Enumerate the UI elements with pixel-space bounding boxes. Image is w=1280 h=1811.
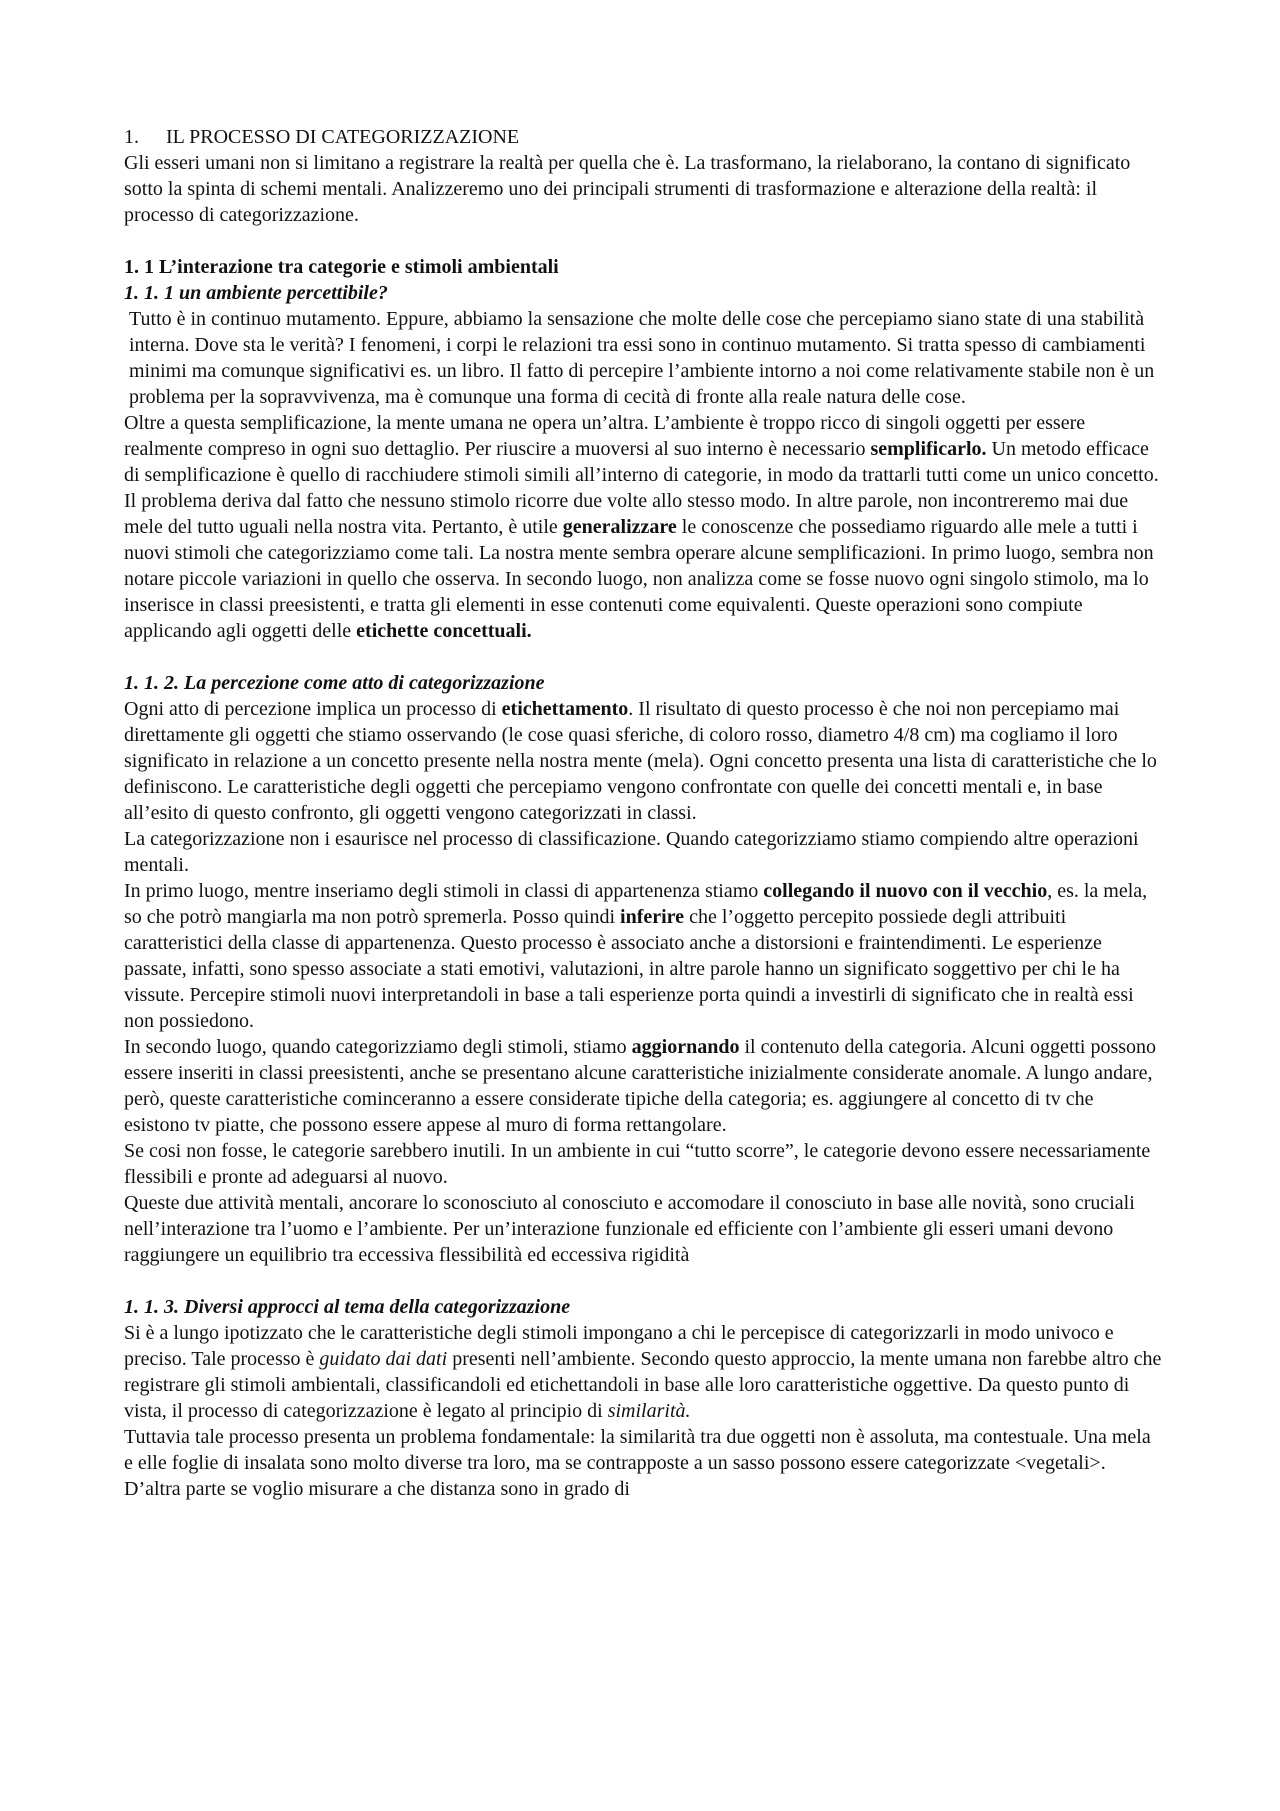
bold-term: etichettamento <box>501 698 629 720</box>
spacer <box>124 228 1164 254</box>
bold-term: generalizzare <box>562 516 677 538</box>
paragraph: Oltre a questa semplificazione, la mente umana ne opera un’altra. L’ambiente è troppo ricco di singoli oggetti per essere realmente compreso in ogni suo dettaglio. Per riuscire a muoversi al suo interno è necessario semplificarlo. Un metodo efficace di semplificazione è quello di racchiudere stimoli simili all’interno di categorie, in modo da trattarli tutti come un unico concetto. <box>124 412 1159 486</box>
chapter-title-text: IL PROCESSO DI CATEGORIZZAZIONE <box>166 126 520 148</box>
spacer <box>124 1268 1164 1294</box>
subsection-heading-1-1-3: 1. 1. 3. Diversi approcci al tema della categorizzazione <box>124 1296 571 1318</box>
italic-term: similarità. <box>607 1400 691 1422</box>
paragraph: Ogni atto di percezione implica un processo di etichettamento. Il risultato di questo processo è che noi non percepiamo mai direttamente gli oggetti che stiamo osservando (le cose quasi sferiche, di coloro rosso, diametro 4/8 cm) ma cogliamo il loro significato in relazione a un concetto presente nella nostra mente (mela). Ogni concetto presenta una lista di caratteristiche che lo definiscono. Le caratteristiche degli oggetti che percepiamo vengono confrontate con quelle dei concetti mentali e, in base all’esito di questo confronto, gli oggetti vengono categorizzati in classi. <box>124 698 1157 824</box>
chapter-title <box>124 124 1164 150</box>
section-heading-1-1: 1. 1 L’interazione tra categorie e stimoli ambientali <box>124 256 559 278</box>
paragraph: Queste due attività mentali, ancorare lo sconosciuto al conosciuto e accomodare il conosciuto in base alle novità, sono cruciali nell’interazione tra l’uomo e l’ambiente. Per un’interazione funzionale ed efficiente con l’ambiente gli esseri umani devono raggiungere un equilibrio tra eccessiva flessibilità ed eccessiva rigidità <box>124 1192 1135 1266</box>
bold-term: semplificarlo. <box>870 438 987 460</box>
bold-term: etichette concettuali. <box>356 620 532 642</box>
paragraph: Se cosi non fosse, le categorie sarebbero inutili. In un ambiente in cui “tutto scorre”, le categorie devono essere necessariamente flessibili e pronte ad adeguarsi al nuovo. <box>124 1140 1151 1188</box>
chapter-number: 1. <box>124 126 139 148</box>
italic-term: guidato dai dati <box>319 1348 448 1370</box>
paragraph: In primo luogo, mentre inseriamo degli stimoli in classi di appartenenza stiamo collegando il nuovo con il vecchio, es. la mela, so che potrò mangiarla ma non potrò spremerla. Posso quindi inferire che l’oggetto percepito possiede degli attribuiti caratteristici della classe di appartenenza. Questo processo è associato anche a distorsioni e fraintendimenti. Le esperienze passate, infatti, sono spesso associate a stati emotivi, valutazioni, in altre parole hanno un significato soggettivo per chi le ha vissute. Percepire stimoli nuovi interpretandoli in base a tali esperienze porta quindi a investirli di significato che in realtà essi non possiedono. <box>124 880 1148 1032</box>
bold-term: inferire <box>620 906 685 928</box>
paragraph: Il problema deriva dal fatto che nessuno stimolo ricorre due volte allo stesso modo. In altre parole, non incontreremo mai due mele del tutto uguali nella nostra vita. Pertanto, è utile generalizzare le conoscenze che possediamo riguardo alle mele a tutti i nuovi stimoli che categorizziamo come tali. La nostra mente sembra operare alcune semplificazioni. In primo luogo, sembra non notare piccole variazioni in quello che osserva. In secondo luogo, non analizza come se fosse nuovo ogni singolo stimolo, ma lo inserisce in classi preesistenti, e tratta gli elementi in esse contenuti come equivalenti. Queste operazioni sono compiute applicando agli oggetti delle etichette concettuali. <box>124 490 1154 642</box>
subsection-heading-1-1-1: 1. 1. 1 un ambiente percettibile? <box>124 282 388 304</box>
paragraph: Tuttavia tale processo presenta un problema fondamentale: la similarità tra due oggetti non è assoluta, ma contestuale. Una mela e elle foglie di insalata sono molto diverse tra loro, ma se contrapposte a un sasso possono essere categorizzate <vegetali>. D’altra parte se voglio misurare a che distanza sono in grado di <box>124 1426 1151 1500</box>
paragraph: Si è a lungo ipotizzato che le caratteristiche degli stimoli impongano a chi le percepisce di categorizzarli in modo univoco e preciso. Tale processo è guidato dai dati presenti nell’ambiente. Secondo questo approccio, la mente umana non farebbe altro che registrare gli stimoli ambientali, classificandoli ed etichettandoli in base alle loro caratteristiche oggettive. Da questo punto di vista, il processo di categorizzazione è legato al principio di similarità. <box>124 1322 1162 1422</box>
paragraph: Tutto è in continuo mutamento. Eppure, abbiamo la sensazione che molte delle cose che percepiamo siano state di una stabilità interna. Dove sta le verità? I fenomeni, i corpi le relazioni tra essi sono in continuo mutamento. Si tratta spesso di cambiamenti minimi ma comunque significativi es. un libro. Il fatto di percepire l’ambiente intorno a noi come relativamente stabile non è un problema per la sopravvivenza, ma è comunque una forma di cecità di fronte alla reale natura delle cose. <box>129 308 1155 408</box>
bold-term: collegando il nuovo con il vecchio <box>763 880 1048 902</box>
chapter-intro-paragraph: Gli esseri umani non si limitano a registrare la realtà per quella che è. La trasformano, la rielaborano, la contano di significato sotto la spinta di schemi mentali. Analizzeremo uno dei principali strumenti di trasformazione e alterazione della realtà: il processo di categorizzazione. <box>124 152 1131 226</box>
bold-term: aggiornando <box>631 1036 740 1058</box>
paragraph: La categorizzazione non i esaurisce nel processo di classificazione. Quando categorizziamo stiamo compiendo altre operazioni mentali. <box>124 828 1139 876</box>
spacer <box>124 644 1164 670</box>
paragraph: In secondo luogo, quando categorizziamo degli stimoli, stiamo aggiornando il contenuto della categoria. Alcuni oggetti possono essere inseriti in classi preesistenti, anche se presentano alcune caratteristiche inizialmente considerate anomale. A lungo andare, però, queste caratteristiche cominceranno a essere considerate tipiche della categoria; es. aggiungere al concetto di tv che esistono tv piatte, che possono essere appese al muro di forma rettangolare. <box>124 1036 1157 1136</box>
subsection-heading-1-1-2: 1. 1. 2. La percezione come atto di categorizzazione <box>124 672 545 694</box>
